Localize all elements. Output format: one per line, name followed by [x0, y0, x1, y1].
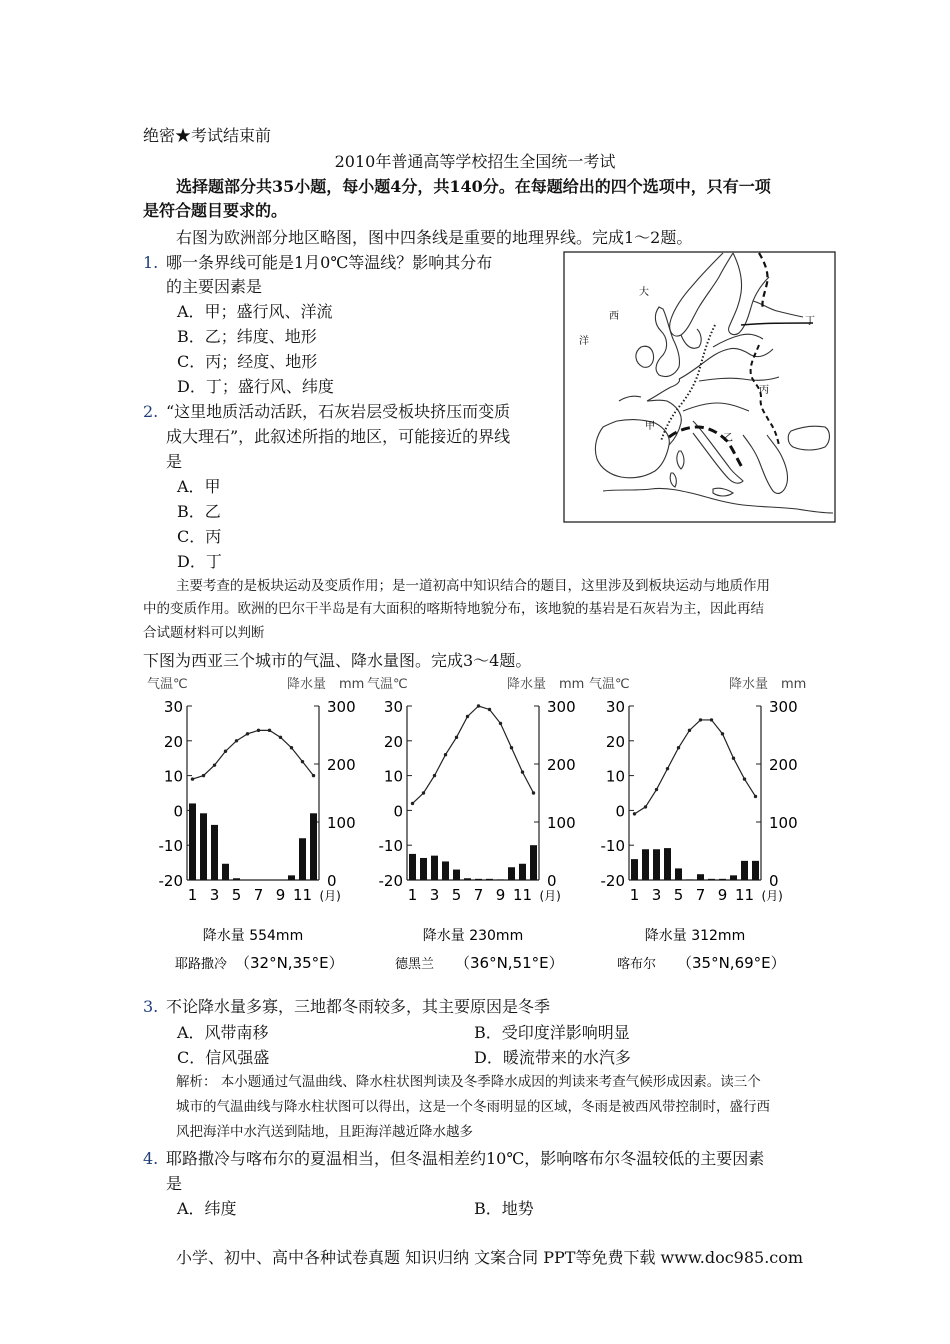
month-label: 3: [429, 886, 440, 904]
precip-tick-label: 200: [547, 756, 576, 774]
month-label: 9: [495, 886, 506, 904]
precip-bar-month-5: [233, 878, 240, 880]
instruction-line-1: 选择题部分共35小题，每小题4分，共140分。在每题给出的四个选项中，只有一项: [176, 177, 771, 196]
q2-option-d[interactable]: D．丁: [177, 552, 222, 571]
q2-option-b[interactable]: B．乙: [177, 502, 221, 521]
temperature-point-month-10: [732, 757, 735, 760]
precip-bar-month-2: [200, 813, 207, 880]
precip-bar-month-5: [453, 870, 460, 880]
precip-bar-month-10: [288, 875, 295, 880]
month-label: 11: [512, 886, 533, 904]
map-label-jia: 甲: [645, 421, 655, 432]
precip-bar-month-10: [508, 867, 515, 880]
temperature-point-month-7: [477, 704, 480, 707]
temperature-point-month-11: [301, 760, 304, 763]
month-label: 7: [253, 886, 264, 904]
precip-bar-month-6: [686, 879, 693, 880]
q2-analysis-line-2: 中的变质作用。欧洲的巴尔干半岛是有大面积的喀斯特地貌分布，该地貌的基岩是石灰岩为主，因此再结: [143, 601, 764, 617]
city-name: 耶路撒冷: [175, 957, 228, 972]
precip-tick-label: 200: [327, 756, 356, 774]
precip-bar-month-4: [442, 861, 449, 880]
temperature-point-month-8: [710, 718, 713, 721]
city-coordinates: （36°N,51°E）: [455, 954, 564, 972]
temp-tick-label: 10: [163, 767, 183, 786]
climate-chart-2: [363, 670, 585, 980]
q1-option-b[interactable]: B．乙；纬度、地形: [177, 327, 317, 346]
month-label: 11: [292, 886, 313, 904]
temperature-point-month-12: [532, 791, 535, 794]
temperature-axis-title: 气温℃: [367, 677, 408, 692]
precip-bar-month-8: [708, 879, 715, 880]
precip-tick-label: 300: [327, 698, 356, 716]
precip-bar-month-9: [497, 879, 504, 880]
temp-tick-label: 0: [615, 802, 625, 821]
instruction-line-2: 是符合题目要求的。: [143, 201, 288, 220]
temperature-point-month-8: [268, 729, 271, 732]
precip-bar-month-12: [530, 845, 537, 880]
q1-number: 1.: [143, 253, 159, 272]
q4-option-a[interactable]: A．纬度: [177, 1199, 237, 1218]
precipitation-axis-title: 降水量: [287, 677, 327, 692]
q3-analysis-line-1: 解析： 本小题通过气温曲线、降水柱状图判读及冬季降水成因的判读来考查气候形成因素。读三个: [176, 1074, 761, 1090]
q1-option-d[interactable]: D．丁；盛行风、纬度: [177, 377, 334, 396]
precip-bar-month-10: [730, 875, 737, 880]
precip-tick-label: 0: [547, 872, 557, 890]
precip-bar-month-4: [664, 848, 671, 880]
month-label: 5: [673, 886, 684, 904]
temperature-point-month-7: [699, 718, 702, 721]
temperature-point-month-4: [666, 767, 669, 770]
map-label-yi: 乙: [723, 433, 733, 444]
city-coordinates: （32°N,35°E）: [235, 954, 344, 972]
q1-option-a[interactable]: A．甲；盛行风、洋流: [177, 302, 333, 321]
exam-title: 2010年普通高等学校招生全国统一考试: [334, 152, 616, 171]
temp-tick-label: 30: [383, 698, 403, 716]
month-unit: (月): [319, 889, 341, 903]
temp-tick-label: -20: [600, 872, 625, 890]
q3-option-a[interactable]: A．风带南移: [177, 1023, 269, 1042]
temperature-point-month-11: [521, 770, 524, 773]
q4-number: 4.: [143, 1149, 159, 1168]
temperature-axis-title: 气温℃: [589, 677, 630, 692]
temperature-point-month-3: [655, 788, 658, 791]
temp-tick-label: -10: [378, 837, 403, 856]
temp-tick-label: 30: [163, 698, 183, 716]
precip-bar-month-9: [719, 879, 726, 880]
precip-tick-label: 100: [547, 814, 576, 832]
q3-option-b[interactable]: B．受印度洋影响明显: [474, 1023, 630, 1042]
q2-analysis-line-1: 主要考查的是板块运动及变质作用；是一道初高中知识结合的题目，这里涉及到板块运动与地质作用: [176, 578, 770, 594]
precip-tick-label: 0: [769, 872, 779, 890]
precipitation-axis-title: 降水量: [507, 677, 547, 692]
q1-option-c[interactable]: C．丙；经度、地形: [177, 352, 318, 371]
city-name: 喀布尔: [617, 957, 657, 972]
precip-bar-month-6: [464, 878, 471, 880]
temperature-point-month-1: [411, 802, 414, 805]
q2-analysis-line-3: 合试题材料可以判断: [143, 625, 265, 641]
precip-tick-label: 0: [327, 872, 337, 890]
precip-tick-label: 100: [327, 814, 356, 832]
q1-stem-line-2: 的主要因素是: [166, 277, 263, 296]
map-label-ding: 丁: [805, 316, 815, 327]
q3-analysis-line-3: 风把海洋中水汽送到陆地，且距海洋越近降水越多: [176, 1124, 473, 1140]
month-label: 3: [209, 886, 220, 904]
temperature-point-month-2: [644, 805, 647, 808]
temperature-point-month-9: [721, 732, 724, 735]
q2-option-a[interactable]: A．甲: [177, 477, 221, 496]
precip-bar-month-7: [697, 874, 704, 880]
month-label: 9: [717, 886, 728, 904]
precip-bar-month-12: [752, 861, 759, 880]
precipitation-axis-unit: mm: [339, 677, 365, 692]
precip-bar-month-11: [299, 838, 306, 880]
temp-tick-label: -10: [600, 837, 625, 856]
month-label: 11: [734, 886, 755, 904]
precip-bar-month-4: [222, 864, 229, 880]
temperature-point-month-10: [290, 746, 293, 749]
temp-tick-label: 10: [383, 767, 403, 786]
q3-stem: 不论降水量多寡，三地都冬雨较多，其主要原因是冬季: [166, 997, 551, 1016]
precip-tick-label: 200: [769, 756, 798, 774]
precip-bar-month-11: [519, 864, 526, 880]
precip-tick-label: 300: [547, 698, 576, 716]
temp-tick-label: 30: [605, 698, 625, 716]
month-label: 1: [629, 886, 640, 904]
climate-chart-1: [143, 670, 365, 980]
q3-option-d[interactable]: D．暖流带来的水汽多: [474, 1048, 631, 1067]
q3-option-c[interactable]: C．信风强盛: [177, 1048, 270, 1067]
q2-stem-line-1: “这里地质活动活跃，石灰岩层受板块挤压而变质: [166, 402, 511, 421]
map-ocean-char-3: 洋: [579, 336, 589, 347]
precipitation-total: 降水量 230mm: [422, 928, 524, 944]
month-label: 9: [275, 886, 286, 904]
precipitation-axis-unit: mm: [559, 677, 585, 692]
europe-map: [563, 251, 836, 523]
temp-tick-label: 0: [173, 802, 183, 821]
precipitation-axis-unit: mm: [781, 677, 807, 692]
temp-tick-label: -20: [378, 872, 403, 890]
city-name: 德黑兰: [395, 957, 435, 972]
temp-tick-label: 20: [163, 732, 183, 751]
temperature-point-month-3: [433, 774, 436, 777]
month-label: 5: [231, 886, 242, 904]
precip-bar-month-1: [409, 854, 416, 880]
q1-stem-line-1: 哪一条界线可能是1月0℃等温线？影响其分布: [166, 253, 493, 272]
temp-tick-label: 10: [605, 767, 625, 786]
temperature-point-month-9: [279, 736, 282, 739]
temp-tick-label: 0: [393, 802, 403, 821]
temperature-line: [413, 706, 534, 803]
temperature-point-month-2: [422, 791, 425, 794]
temperature-point-month-8: [488, 708, 491, 711]
month-label: 3: [651, 886, 662, 904]
precip-bar-month-11: [741, 861, 748, 880]
temperature-point-month-12: [312, 774, 315, 777]
map-ocean-char-2: 西: [609, 311, 619, 322]
city-coordinates: （35°N,69°E）: [677, 954, 786, 972]
temperature-point-month-2: [202, 774, 205, 777]
q3-analysis-line-2: 城市的气温曲线与降水柱状图可以得出，这是一个冬雨明显的区域，冬雨是被西风带控制时，盛行西: [176, 1099, 770, 1115]
month-unit: (月): [761, 889, 783, 903]
temp-tick-label: 20: [605, 732, 625, 751]
temperature-point-month-6: [688, 729, 691, 732]
month-label: 1: [187, 886, 198, 904]
temperature-point-month-9: [499, 722, 502, 725]
temperature-line: [635, 720, 756, 814]
temp-tick-label: -10: [158, 837, 183, 856]
footer-promo: 小学、初中、高中各种试卷真题 知识归纳 文案合同 PPT等免费下载 www.doc985.com: [176, 1248, 804, 1267]
q4-stem: 耶路撒冷与喀布尔的夏温相当，但冬温相差约10℃，影响喀布尔冬温较低的主要因素: [166, 1149, 765, 1168]
temperature-line: [193, 730, 314, 779]
month-label: 1: [407, 886, 418, 904]
precip-bar-month-8: [486, 879, 493, 880]
precip-bar-month-1: [631, 859, 638, 880]
precip-bar-month-3: [211, 825, 218, 880]
precipitation-total: 降水量 554mm: [202, 928, 304, 944]
temperature-point-month-11: [743, 777, 746, 780]
precip-bar-month-12: [310, 813, 317, 880]
q2-stem-line-3: 是: [166, 452, 183, 471]
temperature-axis-title: 气温℃: [147, 677, 188, 692]
precipitation-total: 降水量 312mm: [644, 928, 746, 944]
intro-q1-2: 右图为欧洲部分地区略图，图中四条线是重要的地理界线。完成1～2题。: [176, 228, 693, 247]
precip-tick-label: 300: [769, 698, 798, 716]
temperature-point-month-1: [633, 812, 636, 815]
month-unit: (月): [539, 889, 561, 903]
temperature-point-month-5: [455, 736, 458, 739]
q2-stem-line-2: 成大理石”，此叙述所指的地区，可能接近的界线: [166, 427, 511, 446]
q2-option-c[interactable]: C．丙: [177, 527, 222, 546]
temperature-point-month-6: [246, 732, 249, 735]
precip-tick-label: 100: [769, 814, 798, 832]
precip-bar-month-7: [475, 879, 482, 880]
month-label: 7: [473, 886, 484, 904]
temperature-point-month-3: [213, 763, 216, 766]
temperature-point-month-5: [677, 746, 680, 749]
temperature-point-month-5: [235, 739, 238, 742]
temperature-point-month-12: [754, 795, 757, 798]
q4-option-b[interactable]: B．地势: [474, 1199, 534, 1218]
temp-tick-label: 20: [383, 732, 403, 751]
precip-bar-month-3: [431, 856, 438, 880]
month-label: 5: [451, 886, 462, 904]
map-ocean-char-1: 大: [639, 287, 649, 298]
precip-bar-month-3: [653, 849, 660, 880]
q4-stem-line-2: 是: [166, 1174, 183, 1193]
temperature-point-month-7: [257, 729, 260, 732]
temperature-point-month-1: [191, 777, 194, 780]
precip-bar-month-2: [642, 849, 649, 880]
precipitation-axis-title: 降水量: [729, 677, 769, 692]
temperature-point-month-6: [466, 715, 469, 718]
secret-label: 绝密★考试结束前: [143, 126, 272, 145]
temperature-point-month-4: [224, 750, 227, 753]
intro-q3-4: 下图为西亚三个城市的气温、降水量图。完成3～4题。: [143, 651, 532, 670]
precip-bar-month-2: [420, 858, 427, 880]
q2-number: 2.: [143, 402, 159, 421]
map-label-bing: 丙: [759, 385, 769, 396]
temperature-point-month-10: [510, 746, 513, 749]
climate-chart-3: [585, 670, 807, 980]
precip-bar-month-5: [675, 868, 682, 880]
month-label: 7: [695, 886, 706, 904]
precip-bar-month-1: [189, 803, 196, 880]
temperature-point-month-4: [444, 753, 447, 756]
q3-number: 3.: [143, 997, 159, 1016]
temp-tick-label: -20: [158, 872, 183, 890]
